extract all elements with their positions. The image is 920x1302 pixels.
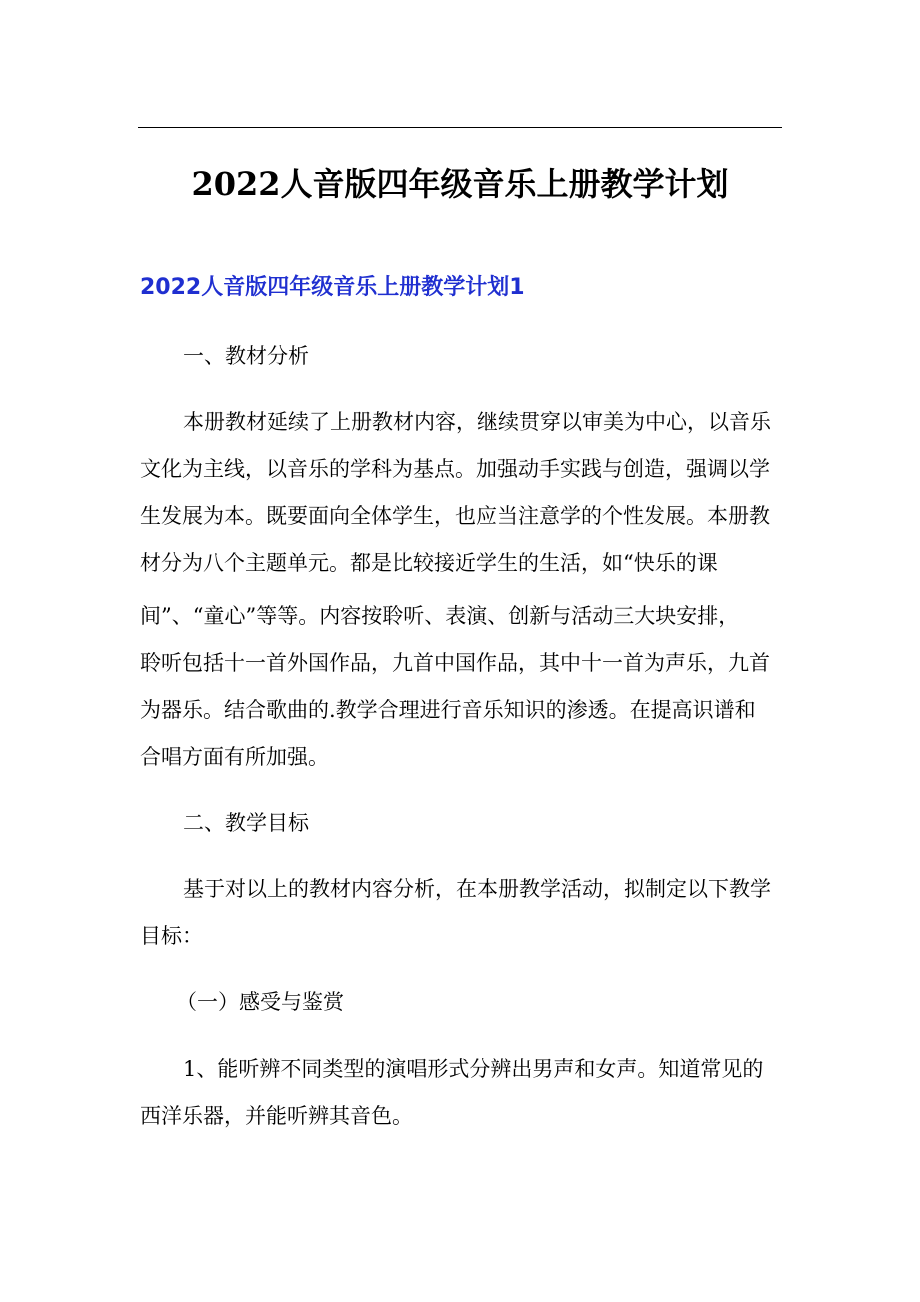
document-title: 2022人音版四年级音乐上册教学计划 bbox=[191, 165, 729, 203]
paragraph-line: 间”、“童心”等等。内容按聆听、表演、创新与活动三大块安排， bbox=[140, 604, 740, 628]
section-heading: 2022人音版四年级音乐上册教学计划1 bbox=[140, 275, 525, 300]
top-rule bbox=[138, 127, 782, 128]
paragraph-line: 基于对以上的教材内容分析，在本册教学活动，拟制定以下教学 bbox=[183, 877, 771, 901]
paragraph-line: 聆听包括十一首外国作品，九首中国作品，其中十一首为声乐，九首 bbox=[140, 651, 770, 675]
paragraph-line: 文化为主线，以音乐的学科为基点。加强动手实践与创造，强调以学 bbox=[140, 457, 770, 481]
paragraph-line: 合唱方面有所加强。 bbox=[140, 745, 329, 769]
paragraph-line: 本册教材延续了上册教材内容，继续贯穿以审美为中心，以音乐 bbox=[183, 410, 771, 434]
heading-teaching-goals: 二、教学目标 bbox=[183, 811, 309, 835]
paragraph-line: 西洋乐器，并能听辨其音色。 bbox=[140, 1104, 413, 1128]
heading-materials-analysis: 一、教材分析 bbox=[183, 344, 309, 368]
paragraph-line: 目标： bbox=[140, 924, 203, 948]
heading-perception-appreciation: （一）感受与鉴赏 bbox=[176, 990, 344, 1014]
paragraph-line: 1、能听辨不同类型的演唱形式分辨出男声和女声。知道常见的 bbox=[183, 1057, 764, 1081]
paragraph-line: 材分为八个主题单元。都是比较接近学生的生活，如“快乐的课 bbox=[140, 551, 718, 575]
paragraph-line: 为器乐。结合歌曲的.教学合理进行音乐知识的渗透。在提高识谱和 bbox=[140, 698, 756, 722]
paragraph-line: 生发展为本。既要面向全体学生，也应当注意学的个性发展。本册教 bbox=[140, 504, 770, 528]
